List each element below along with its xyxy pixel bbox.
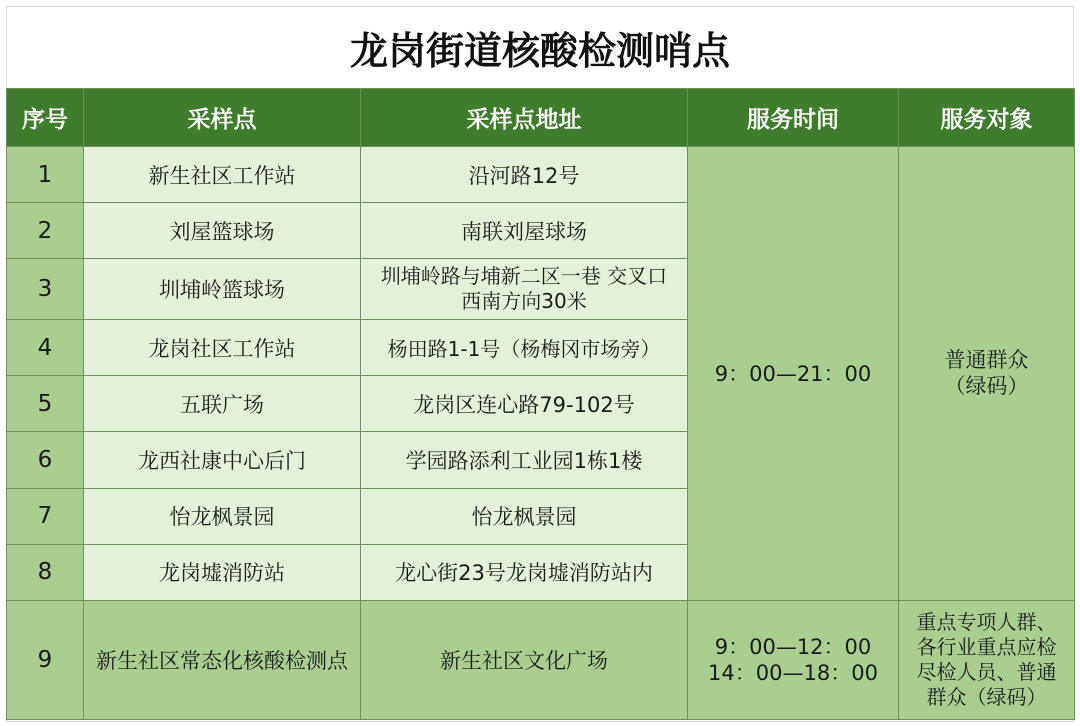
- row-address: 沿河路12号: [361, 147, 688, 203]
- table-row: [7, 147, 1075, 203]
- row-address: 龙心街23号龙岗墟消防站内: [361, 544, 688, 600]
- page-title: 龙岗街道核酸检测哨点: [349, 28, 730, 73]
- table-row: [7, 600, 1075, 719]
- service-target-line: 普通群众: [944, 348, 1029, 373]
- row-address: 杨田路1-1号（杨梅冈市场旁）: [361, 320, 688, 376]
- row-address: 龙岗区连心路79-102号: [361, 376, 688, 432]
- row-site: 新生社区工作站: [84, 147, 361, 203]
- service-time-line: 9：00—12：00: [714, 634, 872, 659]
- header-site: 采样点: [84, 89, 361, 147]
- header-index: 序号: [7, 89, 84, 147]
- header-service-target: 服务对象: [899, 89, 1075, 147]
- service-target-line: 各行业重点应检: [916, 634, 1057, 659]
- row-site: 龙岗墟消防站: [84, 544, 361, 600]
- row-index: 4: [7, 320, 84, 376]
- row-site: 怡龙枫景园: [84, 488, 361, 544]
- service-target-line: 尽检人员、普通: [916, 659, 1057, 684]
- service-time-line: 14：00—18：00: [708, 660, 878, 685]
- service-target-merged: [899, 147, 1075, 601]
- row-address-line: 圳埔岭路与埔新二区一巷 交叉口: [380, 264, 668, 289]
- row-address: 怡龙枫景园: [361, 488, 688, 544]
- service-target-line: （绿码）: [944, 374, 1029, 399]
- row-site: 新生社区常态化核酸检测点: [84, 600, 361, 719]
- row-index: 7: [7, 488, 84, 544]
- row-site: 圳埔岭篮球场: [84, 259, 361, 320]
- service-target-line: 群众（绿码）: [926, 684, 1047, 709]
- row-service-time: [688, 600, 899, 719]
- service-target-line: 重点专项人群、: [916, 609, 1057, 634]
- header-address: 采样点地址: [361, 89, 688, 147]
- row-index: 1: [7, 147, 84, 203]
- table-header-row: [7, 89, 1075, 147]
- row-address: [361, 259, 688, 320]
- row-index: 3: [7, 259, 84, 320]
- row-address: 新生社区文化广场: [361, 600, 688, 719]
- row-address: 学园路添利工业园1栋1楼: [361, 432, 688, 488]
- row-site: 龙西社康中心后门: [84, 432, 361, 488]
- row-address: 南联刘屋球场: [361, 203, 688, 259]
- service-time-merged: 9：00—21：00: [688, 147, 899, 601]
- row-index: 6: [7, 432, 84, 488]
- row-index: 2: [7, 203, 84, 259]
- row-site: 刘屋篮球场: [84, 203, 361, 259]
- row-index: 5: [7, 376, 84, 432]
- header-service-time: 服务时间: [688, 89, 899, 147]
- row-index: 8: [7, 544, 84, 600]
- row-site: 五联广场: [84, 376, 361, 432]
- row-service-target: [899, 600, 1075, 719]
- row-index: 9: [7, 600, 84, 719]
- row-address-line: 西南方向30米: [461, 289, 587, 314]
- testing-sites-table: [6, 88, 1075, 720]
- row-site: 龙岗社区工作站: [84, 320, 361, 376]
